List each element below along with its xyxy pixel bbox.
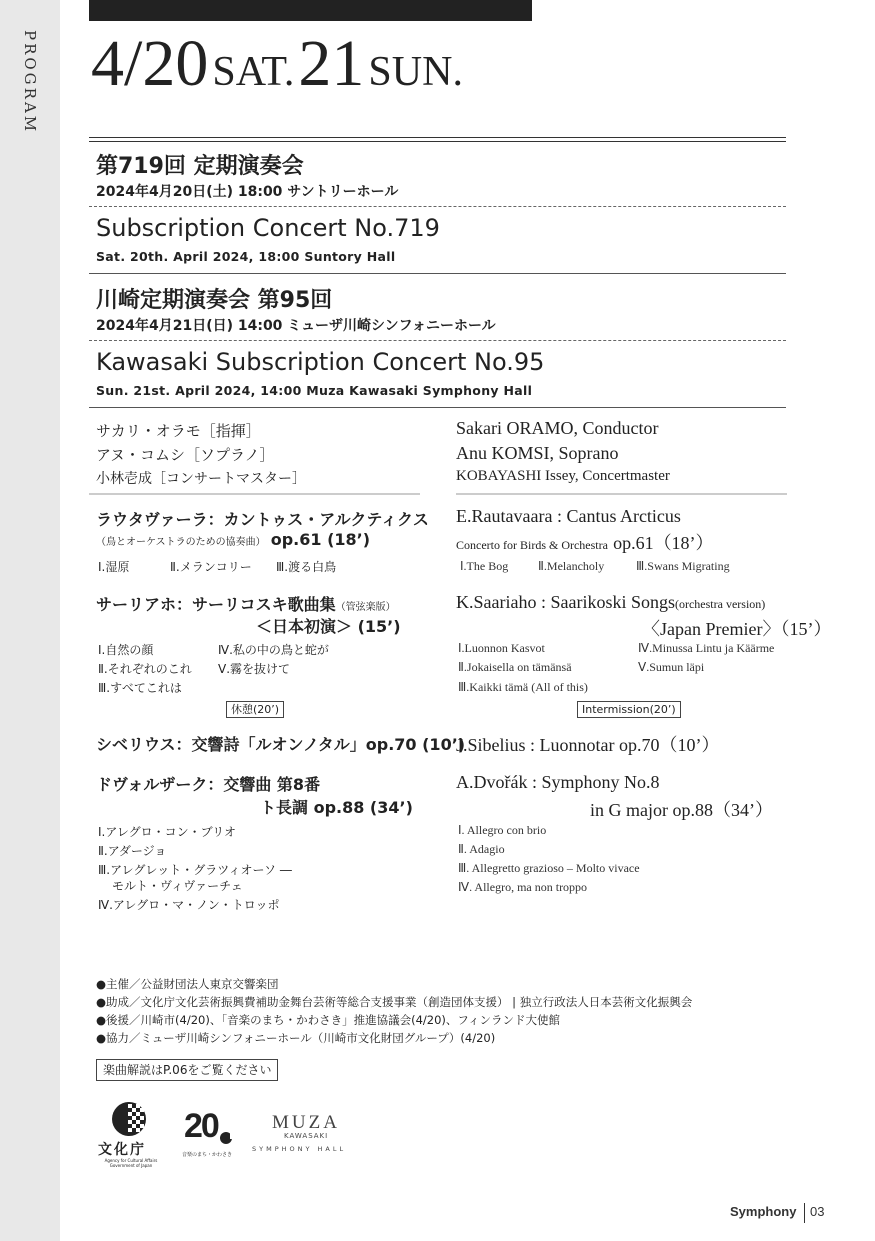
commentary-note: 楽曲解説はP.06をご覧ください <box>96 1059 278 1081</box>
credit-cooperation: ●協力／ミューザ川崎シンフォニーホール（川崎市文化財団グループ）(4/20) <box>96 1031 496 1045</box>
concert2-jp-title: 川崎定期演奏会 第95回 <box>96 288 333 313</box>
dashed-divider <box>89 206 786 207</box>
performer-en-soprano: Anu KOMSI, Soprano <box>456 443 619 463</box>
work2-en-mov1: Ⅰ.Luonnon Kasvot <box>458 641 545 655</box>
concert1-en-info: Sat. 20th. April 2024, 18:00 Suntory Hall <box>96 249 396 264</box>
music-city-sub: 音楽のまち・かわさき <box>182 1152 233 1158</box>
muza-logo-sub2: SYMPHONY HALL <box>252 1145 347 1153</box>
muza-logo-text: MUZA <box>272 1112 340 1133</box>
credit-organizer: ●主催／公益財団法人東京交響楽団 <box>96 977 279 991</box>
work4-jp-mov4: Ⅳ.アレグロ・マ・ノン・トロッポ <box>98 898 280 912</box>
muza-logo <box>252 1112 362 1162</box>
sidebar-label: PROGRAM <box>21 30 39 135</box>
footer-label: Symphony <box>730 1204 797 1219</box>
work4-jp-mov2: Ⅱ.アダージョ <box>98 844 167 858</box>
date-day1: 4/20 <box>91 27 209 100</box>
work1-jp-opus: op.61 (18’) <box>270 530 371 549</box>
work3-jp-title: シベリウス：交響詩「ルオンノタル」op.70 (10’) <box>96 735 466 754</box>
work4-jp-mov1: Ⅰ.アレグロ・コン・ブリオ <box>98 825 237 839</box>
concert2-en-title: Kawasaki Subscription Concert No.95 <box>96 348 545 376</box>
date-day2-week: SUN. <box>368 49 463 95</box>
work1-en-mov3: Ⅲ.Swans Migrating <box>636 559 730 573</box>
date-day1-week: SAT. <box>212 49 295 95</box>
work1-en-subtitle: Concerto for Birds & Orchestra <box>456 538 608 552</box>
divider <box>89 493 420 495</box>
work2-en-mov2: Ⅱ.Jokaisella on tämänsä <box>458 660 572 674</box>
bunka-logo-text: 文化庁 <box>98 1142 146 1158</box>
work1-jp-mov3: Ⅲ.渡る白鳥 <box>276 560 337 574</box>
work1-en-opus: op.61（18’） <box>613 533 714 553</box>
work2-jp-mov1: Ⅰ.自然の顔 <box>98 643 154 657</box>
work2-en-mov3: Ⅲ.Kaikki tämä (All of this) <box>458 680 588 694</box>
bunka-emblem-icon <box>96 1099 166 1143</box>
work2-jp-title: サーリアホ：サーリコスキ歌曲集 <box>96 595 336 614</box>
work2-jp-title-small: （管弦楽版） <box>335 602 396 613</box>
performer-en-conductor: Sakari ORAMO, Conductor <box>456 418 659 438</box>
performer-jp-conductor: サカリ・オラモ［指揮］ <box>96 422 261 440</box>
performer-en-concertmaster: KOBAYASHI Issey, Concertmaster <box>456 468 670 484</box>
work1-jp-mov1: Ⅰ.湿原 <box>98 560 130 574</box>
credit-grant: ●助成／文化庁文化芸術振興費補助金舞台芸術等総合支援事業（創造団体支援） | 独立行政法人日本芸術文化振興会 <box>96 995 693 1009</box>
concert1-jp-info: 2024年4月20日(土) 18:00 サントリーホール <box>96 184 399 200</box>
work4-jp-title: ドヴォルザーク：交響曲 第8番 <box>96 775 321 794</box>
work2-en-title-small: (orchestra version) <box>674 597 766 611</box>
work1-jp-line2 <box>96 530 370 549</box>
work1-jp-subtitle: （鳥とオーケストラのための協奏曲） <box>96 537 266 548</box>
work2-en-mov5: Ⅴ.Sumun läpi <box>638 660 705 674</box>
work2-jp-mov3: Ⅲ.すべてこれは <box>98 681 182 695</box>
page-number: 03 <box>810 1204 825 1219</box>
concert2-en-info: Sun. 21st. April 2024, 14:00 Muza Kawasaki Symphony Hall <box>96 383 533 398</box>
bunka-logo <box>96 1099 166 1169</box>
divider <box>89 407 786 408</box>
work4-en-key: in G major op.88（34’） <box>590 800 773 820</box>
footer-divider <box>804 1203 805 1223</box>
work4-en-title: A.Dvořák : Symphony No.8 <box>456 772 660 792</box>
work4-en-mov1: Ⅰ. Allegro con brio <box>458 823 547 837</box>
intermission-en: Intermission(20’) <box>577 701 681 718</box>
divider <box>456 493 787 495</box>
sidebar <box>0 0 60 1241</box>
dashed-divider <box>89 340 786 341</box>
credit-support: ●後援／川崎市(4/20)、「音楽のまち・かわさき」推進協議会(4/20)、フィンランド大使館 <box>96 1013 560 1027</box>
work3-en-title: J.Sibelius : Luonnotar op.70（10’） <box>456 735 720 755</box>
date-day2: 21 <box>298 27 365 100</box>
work2-en-title: K.Saariaho : Saarikoski Songs <box>456 592 675 612</box>
header-bar <box>89 0 532 21</box>
work2-en-title-line <box>456 592 765 613</box>
work4-en-mov4: Ⅳ. Allegro, ma non troppo <box>458 880 588 894</box>
divider <box>89 141 786 142</box>
muza-logo-sub: KAWASAKI <box>284 1132 329 1140</box>
concert-dates <box>91 26 463 102</box>
work1-jp-mov2: Ⅱ.メランコリー <box>170 560 252 574</box>
work4-jp-key: ト長調 op.88 (34’) <box>260 798 413 817</box>
intermission-jp: 休憩(20’) <box>226 701 284 718</box>
work4-en-mov3: Ⅲ. Allegretto grazioso – Molto vivace <box>458 861 640 875</box>
divider <box>89 137 786 138</box>
work4-en-mov2: Ⅱ. Adagio <box>458 842 505 856</box>
work1-en-title: E.Rautavaara : Cantus Arcticus <box>456 506 681 526</box>
concert1-jp-title: 第719回 定期演奏会 <box>96 154 304 179</box>
work2-jp-mov5: Ⅴ.霧を抜けて <box>218 662 291 676</box>
work2-jp-premiere: ＜日本初演＞ (15’) <box>256 617 401 636</box>
work1-en-mov2: Ⅱ.Melancholy <box>538 559 605 573</box>
concert2-jp-info: 2024年4月21日(日) 14:00 ミューザ川崎シンフォニーホール <box>96 318 496 334</box>
work2-jp-mov4: Ⅳ.私の中の鳥と蛇が <box>218 643 329 657</box>
performer-jp-concertmaster: 小林壱成［コンサートマスター］ <box>96 471 306 487</box>
music-city-20-text: 20 <box>184 1107 218 1145</box>
divider <box>89 273 786 274</box>
work1-en-line2 <box>456 529 714 555</box>
music-city-20th-logo <box>182 1105 242 1165</box>
work2-jp-mov2: Ⅱ.それぞれのこれ <box>98 662 192 676</box>
work2-en-mov4: Ⅳ.Minussa Lintu ja Käärme <box>638 641 775 655</box>
work1-jp-title: ラウタヴァーラ：カントゥス・アルクティクス <box>96 510 429 529</box>
work4-jp-mov3-cont: モルト・ヴィヴァーチェ <box>112 879 243 893</box>
work1-en-mov1: Ⅰ.The Bog <box>460 559 509 573</box>
concert1-en-title: Subscription Concert No.719 <box>96 214 440 242</box>
performer-jp-soprano: アヌ・コムシ［ソプラノ］ <box>96 446 275 464</box>
bunka-logo-en: Agency for Cultural Affairs Government of Japan <box>104 1158 158 1168</box>
work2-en-premiere: 〈Japan Premier〉（15’） <box>642 619 832 639</box>
work2-jp-title-line <box>96 592 396 615</box>
work4-jp-mov3: Ⅲ.アレグレット・グラツィオーソ ― <box>98 863 292 877</box>
